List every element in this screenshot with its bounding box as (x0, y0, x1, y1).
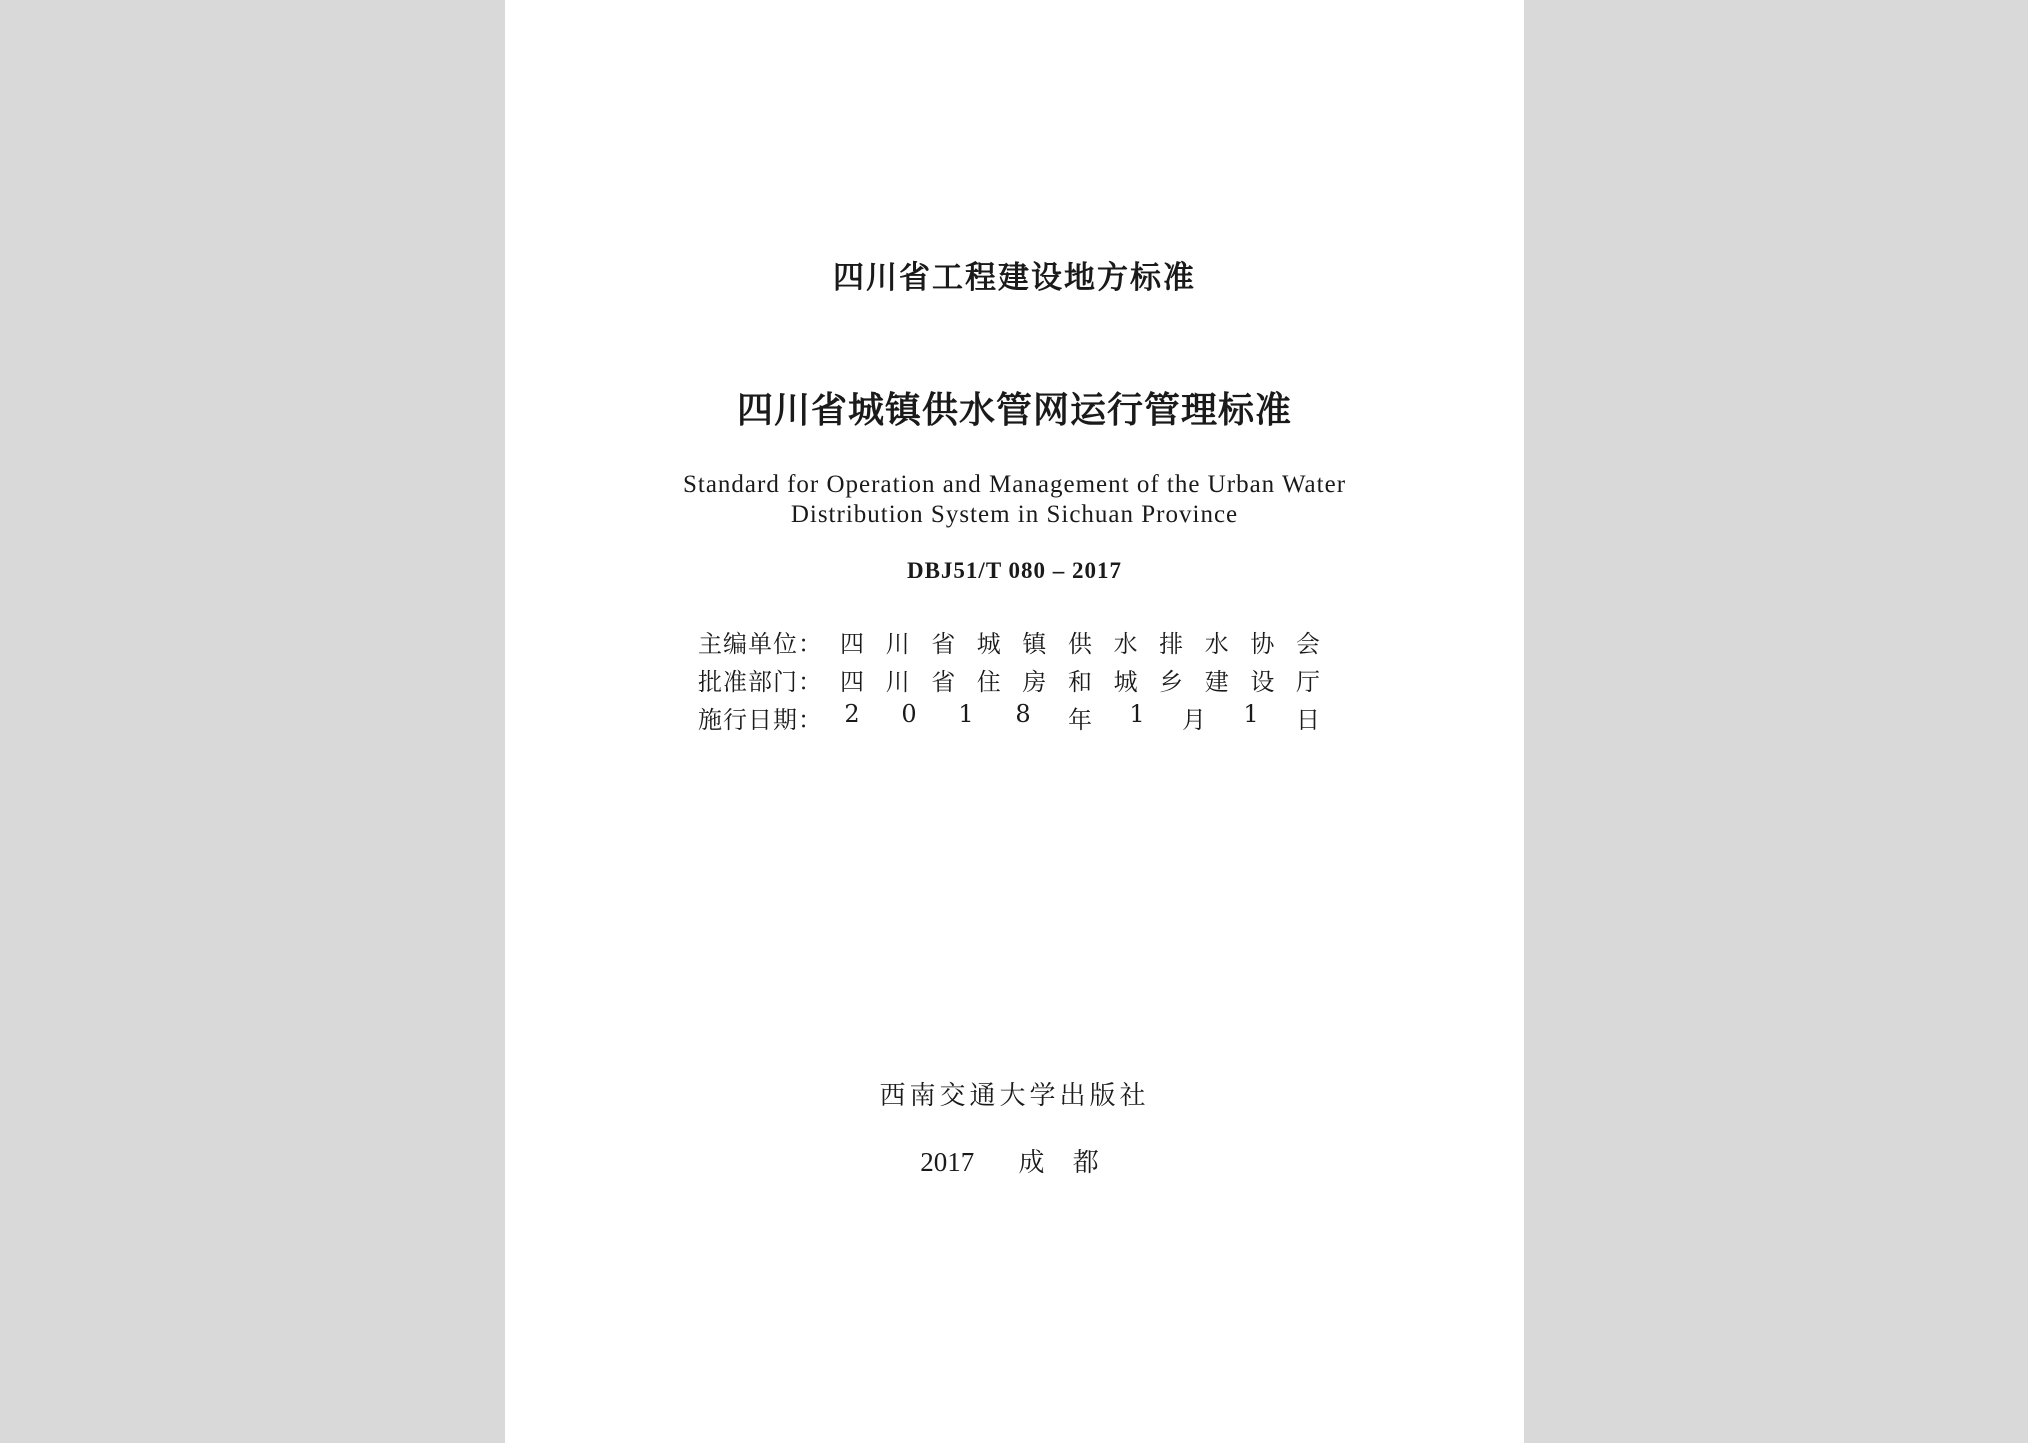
publication-place (505, 1142, 1524, 1179)
effective-date-row (698, 698, 1320, 736)
editor-char: 省 (931, 629, 956, 658)
editor-char: 川 (885, 629, 910, 658)
city-char: 都 (1072, 1148, 1099, 1178)
editor-value (840, 624, 1320, 659)
approver-value (840, 662, 1320, 697)
effective-date-char: 1 (1243, 699, 1259, 728)
chinese-title: 四川省城镇供水管网运行管理标准 (736, 390, 1292, 431)
approver-char: 省 (931, 667, 956, 696)
effective-date-char: 月 (1182, 705, 1206, 734)
english-title-line-2: Distribution System in Sichuan Province (790, 501, 1239, 528)
editor-char: 水 (1113, 629, 1138, 658)
editor-char: 协 (1250, 629, 1275, 658)
editor-row (698, 622, 1320, 660)
effective-date-char: 1 (958, 699, 974, 728)
publication-year: 2017 (920, 1147, 975, 1177)
approver-char: 建 (1204, 667, 1229, 696)
approver-char: 川 (885, 667, 910, 696)
editor-char: 城 (976, 629, 1001, 658)
effective-date-label: 施行日期： (698, 705, 823, 734)
effective-date-char: 年 (1068, 705, 1092, 734)
approver-char: 厅 (1295, 667, 1320, 696)
editor-char: 镇 (1022, 629, 1047, 658)
english-title (505, 470, 1524, 530)
effective-date-char: 1 (1129, 699, 1145, 728)
approver-char: 住 (976, 667, 1001, 696)
publisher: 西南交通大学出版社 (879, 1081, 1150, 1111)
approver-row (698, 660, 1320, 698)
editor-label: 主编单位： (698, 629, 823, 658)
city-char: 成 (1018, 1148, 1045, 1178)
effective-date-value (840, 700, 1320, 735)
editor-char: 水 (1204, 629, 1229, 658)
effective-date-char: 0 (901, 699, 917, 728)
info-block (698, 622, 1320, 736)
editor-char: 会 (1295, 629, 1320, 658)
approver-char: 房 (1022, 667, 1047, 696)
approver-char: 乡 (1159, 667, 1184, 696)
document-page (505, 0, 1524, 1443)
editor-char: 供 (1067, 629, 1092, 658)
editor-char: 四 (840, 629, 864, 658)
effective-date-char: 8 (1015, 699, 1031, 728)
approver-char: 四 (840, 667, 864, 696)
publication-city (1008, 1148, 1108, 1178)
approver-label: 批准部门： (698, 667, 823, 696)
standard-code: DBJ51/T 080 – 2017 (906, 558, 1123, 583)
english-title-line-1: Standard for Operation and Management of the Urban Water (682, 471, 1347, 498)
approver-char: 设 (1250, 667, 1275, 696)
effective-date-char: 日 (1296, 705, 1320, 734)
editor-char: 排 (1159, 629, 1184, 658)
approver-char: 和 (1067, 667, 1092, 696)
effective-date-char: 2 (844, 699, 860, 728)
approver-char: 城 (1113, 667, 1138, 696)
series-title: 四川省工程建设地方标准 (833, 260, 1196, 296)
